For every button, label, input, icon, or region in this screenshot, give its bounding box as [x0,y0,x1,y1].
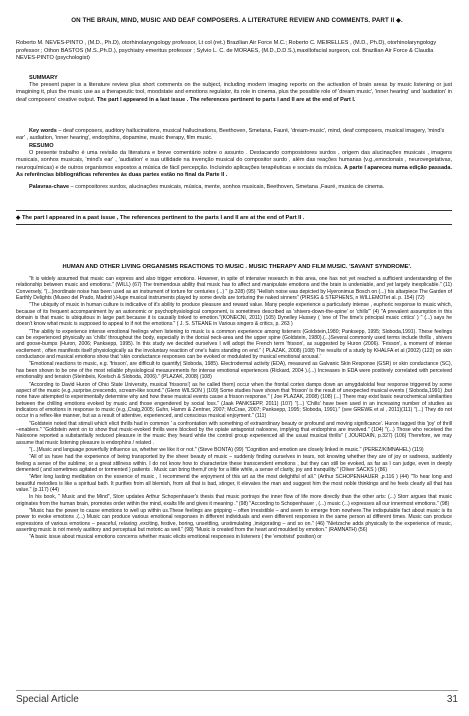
paragraph: In his book, " Music and the Mind", Storr updates Arthur Schopenhauer's thesis that music portrays the inner flow of life more directly than the other arts: (...) Storr argues that music originates from the human brain, promotes order within the mind, exalts life and gives it meaning ." (98) "According to Schopenhauer , (...) music (...) expresses all our innermost emotions." (98) [16,494,452,507]
paragraph: "After long lasting meditation on the essence of music , I recommend the enjoyment of this art as the most delightful of all." (Arthur SCHOPENHAUER ,p.116 ) (44) "To hear long and beautiful melodies is like a spiritual bath. It purifies from all blemish, from all that is bad, stinger, it elevates the man and suggest him the most noble thinkings and he feels clearly all that has value." (p.117) (44) [16,474,452,493]
footer-section-label: Special Article [16,694,79,705]
paragraph: "According to David Huron of Ohio State University, musical 'frissons'( as he called them) occur when the frontal cortex damps down an amygdaloidal fear response triggered by some aspect of the music (e.g.,surprise,crescendo, scream-like sound." (Glenn WILSON ) (109) Some studies have shown that 'frisson' is the result of unexpected musical events ( Sloboda,1991) ,but none have attempted to experimentally determine why and how these musical events cause a frisson response." ( Joe PLAZAK, 2008) (108) (...) There may exist basic neurochemical similarities between the chilling emotions evoked by music and those engendered by social loss." (Jaak PANKSEPP, 2011) (107) "(...) 'Chills' have been used in an increasing number of studies as indicators of emotions in response to music (e.g.,Craig,2005; Guhn, Hamm & Zentner, 2007; McCrae, 2007; Panksepp, 1995; Sloboda, 1991)." (see GREWE et al , 2011)(111) "(...) They do not occur in a reflex-like manner, but as a result of attentive, experienced, and conscious musical enjoyment." (111) [16,381,452,420]
footer-divider [16,690,458,691]
paragraph: "All of us have had the experience of being transported by the sheer beauty of music – suddenly finding ourselves in tears, not knowing whether they are of joy or sadness, suddenly feeling a sense of the sublime, or a great stillness within. I do not know how to characterize these transcendent emotions , but they can still be evoked, as far as I can judge, even in deeply demented ( and sometimes agitated or tormented ) patients . Music can bring them,if only for a little while, a sense of clarity, joy and tranquility." (Oliver SACKS ) (86) [16,454,452,473]
paragraph: "Emotional reactions to music, e.g. 'frisson', are difficult to quantify( Sloboda, 1985). Electrodermal activity (EDA), measured as Galvanic Skin Response (GSR) or skin conductance (SC), has been shown to be one of the most reliable physiological measurements for intense emotional experiences (Rickard, 2004 ).(...) Increases in EDA were positively correlated with perceived emotionality and tension (Steinbeis, Koelsch & Sloboda, 2006)." (PLAZAK, 2008) (108) [16,361,452,381]
summary-text [16,82,452,104]
keywords [16,128,452,143]
resumo-heading: RESUMO [29,143,54,149]
paragraph: "Music has the power to cause emotions to well up within us.These feelings are gripping – often irresistible – and seem to emerge from nowhere.The indisputable fact about music is its power to evoke emotions .(...) Music can produce various emotional responses in different individuals and even different responses in the same person at different times. Music can produce expressions of various emotions – peaceful, relaxing ,exciting, festive, boring, unsettling, unstimulating ,invigorating – and so on." (46) "Nietzsche adds physically to the experience of music, asserting music is not merely auditory and perceptual but motoric as well." (98) "Music is created from the heart and moulded by emotion." (RAMNATH) (56) [16,508,452,534]
palavras-chave [16,184,452,191]
palavras-list: – compositores surdos, alucinações musicais, música, mente, sonhos musicais, Beethoven, Smetana ,Fauré, musica de cinema. [69,184,385,190]
keywords-label: Key words [29,128,57,134]
page-number: 31 [446,694,458,705]
resumo-body: O presente trabalho é uma revisão da literatura e breve comentário sobre o assunto . Destacando composistores surdos , origem das alucinações musicais , imagens musicais, sonhos musicais, 'mind's ear' , 'audiation' e sua utilidade na invenção musical do compositor surdo , além das reações humanas (v.g.,emocionais , neurovegetativas, neuroquímicas) e de outros organismos expostos a música de fácil percepção. Incluindo aplicações terapêuticas e sociais da música. [16,150,452,171]
paragraph: "A basic issue about musical emotions concerns whether music elicits emotional responses in listeners ( the 'emotivist' position) or [29,534,322,541]
resumo-part-note: A parte I apareceu numa edição passada. As referências bibliográficas referentes às duas partes estão no final da Parte II . [16,164,452,178]
author-list: Roberto M. NEVES-PINTO , (M.D., Ph.D), otorhinolaryngology professor, Lt col (ret.) Brazilian Air Force M.C.; Roberto C. MEIRELLES , (M.D., Ph.D), otorhinolaryngology professor ; Othon BASTOS (M.S.,Ph.D.), psychiatry emeritus professor ; Sylvio L. C. de MORAES, (M.D.,D.D.S.),maxillofacial surgeon, col. Brazilian Air Force & Claudia NEVES-PINTO (psychologist) [16,40,437,62]
keywords-list: – deaf composers, auditory hallucinations, musical hallucinations, Beethoven, Smetana, Fauré, 'dream-music', mind, deaf composers, musical imagery, 'mind's ear' , audiation, 'inner hearing', endorphins, dopamine, music therapy, film music. [16,128,445,142]
article-title: ON THE BRAIN, MIND, MUSIC AND DEAF COMPOSERS. A LITERATURE REVIEW AND COMMENTS. PART II ◆. [71,17,403,24]
divider-top [16,210,452,211]
resumo-text [16,150,452,179]
summary-heading: SUMMARY [29,75,58,81]
article-page [16,0,458,716]
summary-part-note: The part I appeared in a last issue . The references pertinent to parts I and II are at the end of Part I. [96,96,356,103]
part-banner: ◆ The part I appeared in a past issue , The references pertinent to the parts I and II are at the end of Part II . [16,215,305,221]
paragraph: "Goldstein noted that stimuli which elicit thrills had in common ' a confrontation with something of extraordinary beauty or profound and moving significance'. Huron tagged this 'joy' of thrill –enablers." "Goldstein went on to show that music-evoked thrills were blocked by the opiate antagonist naloxone, implying that endorphins are involved." (104) "(...) Those who received the Naloxone reported a substantially reduced pleasure in the music they heard while the control group experienced all the usual musical thrills" ( JOURDAIN, p.327) (106) Therefore, we may assume that music listening pleasure is endorphins / related . [16,420,452,446]
paragraph: "The ability to experience intense emotional feelings when listening to music is a common experience among listeners (Goldstein,1980; Panksepp, 1995; Sloboda,1991). These feelings can be experienced physically as 'chills' throughout the body, especially in the dorsal neck-area and the upper spine (Goldstein, 1980).(...)Several commonly used terms include thrills , shivers and goose-bumps (Huron, 2006; Panksepp, 1995). In this study we decided ourselves I will adopt the French term 'frisson', as suggested by Huron (2006). 'Frisson', a moment of intense excitement , often manifests itself physiologically as the involuntary reaction of one's hairs standing on end." ( PLAZAK, 2008) (108) The results of a study by KHALFA et al (2002) (122) on skin conductance and musical emotions show that 'skin conductance responses can be evoked or modulated by musical emotional arousal.' [16,328,452,361]
divider-bottom [16,224,452,225]
palavras-label: Palavras-chave [29,184,70,190]
paragraph: "(...)Music and language powerfully influence us, whether we like it or not." (Steve BONTA) (99) "Cognition and emotion are closely linked in music." (PEREZ/KIMNAHEL) (119) [29,446,424,453]
summary-body: The present paper is a literature review plus short comments on the subject, including modern imaging reports on the activation of brain areas by music listening or just imagining it, plus the music use as a therapeutic tool, moodstate and emotions regulator, its role in cinema, plus the possible role of 'dream music', 'inner hearing' and 'audiation' in deaf composers' creative output. [16,82,452,103]
article-body [16,276,452,542]
paragraph: "It is widely assumed that music can express and also trigger emotions. However, in spite of intensive research in this area, one has not yet reached a sufficient understanding of the relationship between music and emotions." (WILL) (67) The tremendous ability that music has to affect and manipulate emotions and the brain is undeniable, and yet largely inexplicable." (11) Conversely, "(...)inordinate noise has been used as an instrument of torture for centuries (...) " (p.328) (95) "Hellish noise was depicted by Hyeronimus Bosch on (...) his altarpiece The Garden of Earthly Delights (Museo del Prado, Madrid ).Huge musical instruments played by some devils are torturing the naked sinners" (PIRSIG & STEPHENS, n WILLEMOTet al. p. 154) (72) [16,276,452,302]
paragraph: "The ubiquity of music in human culture is indicative of it's ability to produce pleasure and reward value. Many people experience a particularly intense , euphoric response to music which, because of its frequent accompaniment by an autonomic or psychophysiological component, is sometimes described as 'shivers-down-the-spine' or 'chills'" (4) "A prevalent assumption in this domain is that music is ubiquitous in large part because it is causally linked to emotion."(KONECNI, 2011) (105) Dynelley Hussey ( 'one of The time's principal music critics' ) " (...) says he doesn't know what music is supposed to appeal to if not the emotions." ( J. S. STEANE in Various singers & critics, p. 263 ) [16,302,452,328]
section-heading: HUMAN AND OTHER LIVING ORGANISMS REACTIONS TO MUSIC . MUSIC THERAPY AND FILM MUSIC. 'SAVANT SYNDROME'. [62,264,412,270]
